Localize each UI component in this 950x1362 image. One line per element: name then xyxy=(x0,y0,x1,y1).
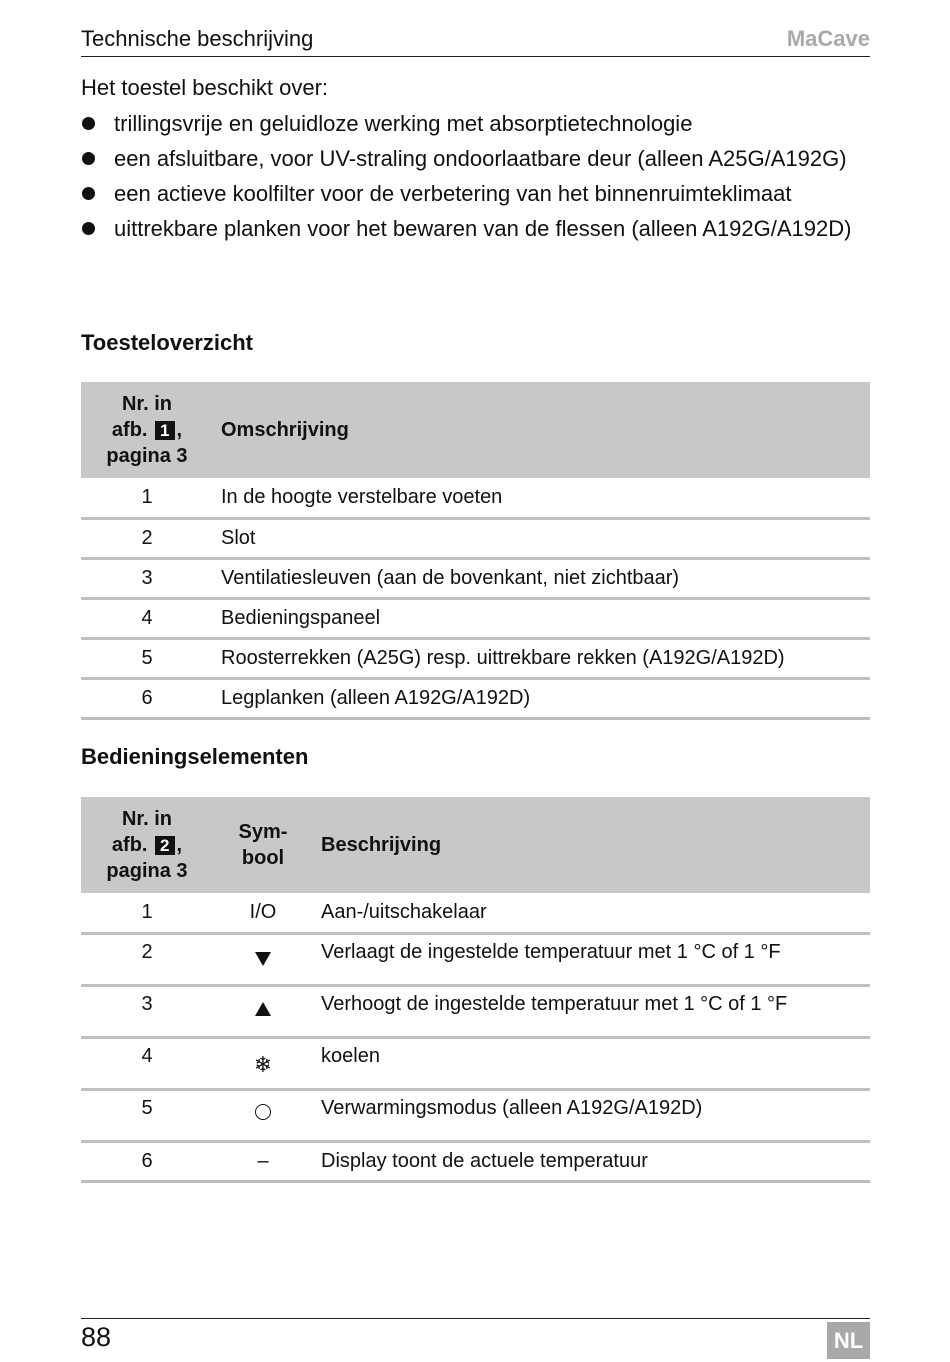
feature-list xyxy=(81,110,870,250)
triangle-up-icon xyxy=(255,1002,271,1016)
footer-divider xyxy=(81,1318,870,1319)
circle-icon xyxy=(255,1104,271,1120)
table-row: 2 Slot xyxy=(81,518,870,558)
table-row: 5 Verwarmingsmodus (alleen A192G/A192D) xyxy=(81,1089,870,1141)
table-header-row xyxy=(81,382,870,478)
table-row: 3 Ventilatiesleuven (aan de bovenkant, niet zichtbaar) xyxy=(81,558,870,598)
intro-text: Het toestel beschikt over: xyxy=(81,75,329,100)
column-header-description: Omschrijving xyxy=(213,382,870,478)
table-row: 4 ❄ koelen xyxy=(81,1037,870,1089)
overview-table xyxy=(81,382,870,720)
list-item: een actieve koolfilter voor de verbetering van het binnenruimteklimaat xyxy=(81,180,870,208)
bullet-icon xyxy=(82,187,95,200)
bullet-icon xyxy=(82,117,95,130)
snowflake-icon: ❄ xyxy=(253,1051,273,1077)
column-header-symbol: Sym- bool xyxy=(213,797,313,893)
column-header-nr: Nr. in afb. 2 , pagina 3 xyxy=(81,797,213,893)
column-header-nr: Nr. in afb. 1 , pagina 3 xyxy=(81,382,213,478)
header-product-name: MaCave xyxy=(786,26,870,51)
page-header xyxy=(81,24,870,57)
table-row: 5 Roosterrekken (A25G) resp. uittrekbare rekken (A192G/A192D) xyxy=(81,638,870,678)
table-row: 6 Legplanken (alleen A192G/A192D) xyxy=(81,678,870,718)
symbol-cell: – xyxy=(213,1141,313,1181)
table-row: 4 Bedieningspaneel xyxy=(81,598,870,638)
section-title-overview: Toesteloverzicht xyxy=(81,330,253,355)
table-row: 1 In de hoogte verstelbare voeten xyxy=(81,478,870,518)
table-row: 3 Verhoogt de ingestelde temperatuur met 1 °C of 1 °F xyxy=(81,985,870,1037)
page-number: 88 xyxy=(81,1322,112,1352)
table-row: 6 – Display toont de actuele temperatuur xyxy=(81,1141,870,1181)
header-section-title: Technische beschrijving xyxy=(81,26,314,51)
language-badge: NL xyxy=(827,1322,870,1359)
table-header-row xyxy=(81,797,870,893)
symbol-cell: I/O xyxy=(213,893,313,933)
list-item: trillingsvrije en geluidloze werking met absorptietechnologie xyxy=(81,110,870,138)
list-item: uittrekbare planken voor het bewaren van de flessen (alleen A192G/A192D) xyxy=(81,215,870,243)
controls-table xyxy=(81,797,870,1183)
section-title-controls: Bedieningselementen xyxy=(81,744,309,769)
table-row: 2 Verlaagt de ingestelde temperatuur met 1 °C of 1 °F xyxy=(81,933,870,985)
figure-number-badge: 1 xyxy=(155,421,174,440)
list-item: een afsluitbare, voor UV-straling ondoorlaatbare deur (alleen A25G/A192G) xyxy=(81,145,870,173)
column-header-description: Beschrijving xyxy=(313,797,870,893)
triangle-down-icon xyxy=(255,952,271,966)
table-row: 1 I/O Aan-/uitschakelaar xyxy=(81,893,870,933)
bullet-icon xyxy=(82,152,95,165)
figure-number-badge: 2 xyxy=(155,836,174,855)
bullet-icon xyxy=(82,222,95,235)
